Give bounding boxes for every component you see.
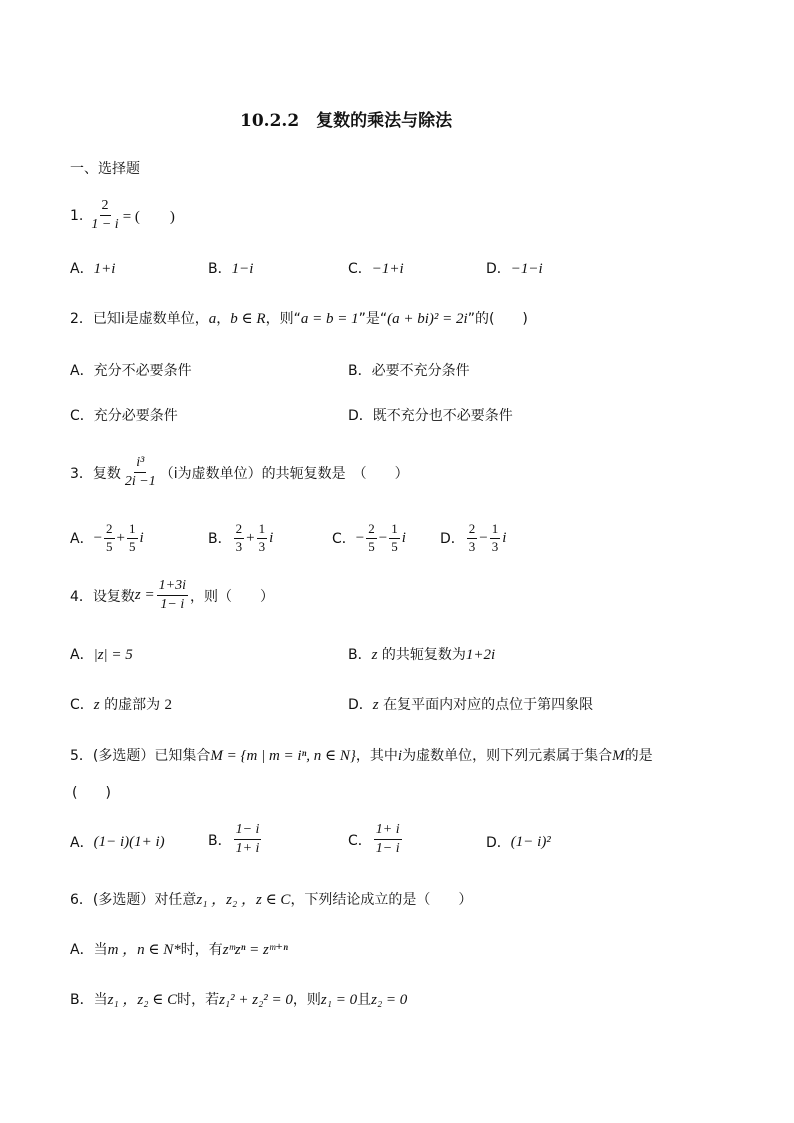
option-d: D．−1−i <box>486 261 543 277</box>
fraction: $\frac{\text{i³}}{2i -1}$ <box>124 455 156 490</box>
option-a: A．当m ，n ∈ N*时，有zᵐzⁿ = zᵐ⁺ⁿ <box>70 942 288 958</box>
question-1-stem: 1. $\frac{2}{1 - i}$ = ( ) <box>70 198 175 233</box>
section-heading: 一、选择题 <box>70 161 140 177</box>
question-number: 1. <box>70 207 84 224</box>
fraction: $\frac{2}{1 - i}$ <box>91 198 119 233</box>
option-a: A．|z| = 5 <box>70 647 133 663</box>
option-c: C． $\frac{1+ i}{1- i}$ <box>348 822 400 857</box>
option-d: D．z 在复平面内对应的点位于第四象限 <box>348 697 594 713</box>
option-c: C．−1+i <box>348 261 404 277</box>
option-a: A．1+i <box>70 261 116 277</box>
option-c: C．充分必要条件 <box>70 408 178 424</box>
option-b: B．1−i <box>208 261 254 277</box>
question-3-stem: 3．复数 $\frac{\text{i³}}{2i -1}$ （i为虚数单位）的共轭复数是 （ ） <box>70 455 409 490</box>
question-2-stem: 2．已知i是虚数单位，a，b ∈ R，则“a = b = 1”是“(a + bi)² = 2i”的( ) <box>70 311 528 327</box>
question-6-stem: 6．(多选题）对任意z₁ ，z₂ ，z ∈ C，下列结论成立的是（ ） <box>70 892 473 908</box>
option-c: C．z 的虚部为 2 <box>70 697 173 713</box>
option-b: B．必要不充分条件 <box>348 363 470 379</box>
question-4-stem: 4．设复数 z = $\frac{1+3i}{1- i}$ ，则（ ） <box>70 578 274 613</box>
option-c: C． − $\frac{2}{5}$ − $\frac{1}{5}$ i <box>332 521 406 554</box>
option-a: A．充分不必要条件 <box>70 363 192 379</box>
page-title: 10.2.2 复数的乘法与除法 <box>240 111 453 131</box>
option-a: A． (1− i)(1+ i) <box>70 833 165 851</box>
answer-parentheses: ( ) <box>72 785 111 801</box>
option-d: D．既不充分也不必要条件 <box>348 408 513 424</box>
option-d: D． $\frac{2}{3}$ − $\frac{1}{3}$ i <box>440 521 507 554</box>
option-a: A． − $\frac{2}{5}$ + $\frac{1}{5}$ i <box>70 521 144 554</box>
option-b: B． $\frac{2}{3}$ + $\frac{1}{3}$ i <box>208 521 274 554</box>
option-b: B．z 的共轭复数为1+2i <box>348 647 496 663</box>
option-d: D． (1− i)² <box>486 833 551 851</box>
option-b: B．当z₁ ，z₂ ∈ C时，若z₁² + z₂² = 0，则z₁ = 0且z₂ = 0 <box>70 992 408 1008</box>
question-5-stem: 5．(多选题）已知集合M = {m | m = iⁿ, n ∈ N}，其中i为虚数单位，则下列元素属于集合M的是 <box>70 748 653 764</box>
fraction: $\frac{1+3i}{1- i}$ <box>158 578 186 613</box>
option-b: B． $\frac{1- i}{1+ i}$ <box>208 822 260 857</box>
